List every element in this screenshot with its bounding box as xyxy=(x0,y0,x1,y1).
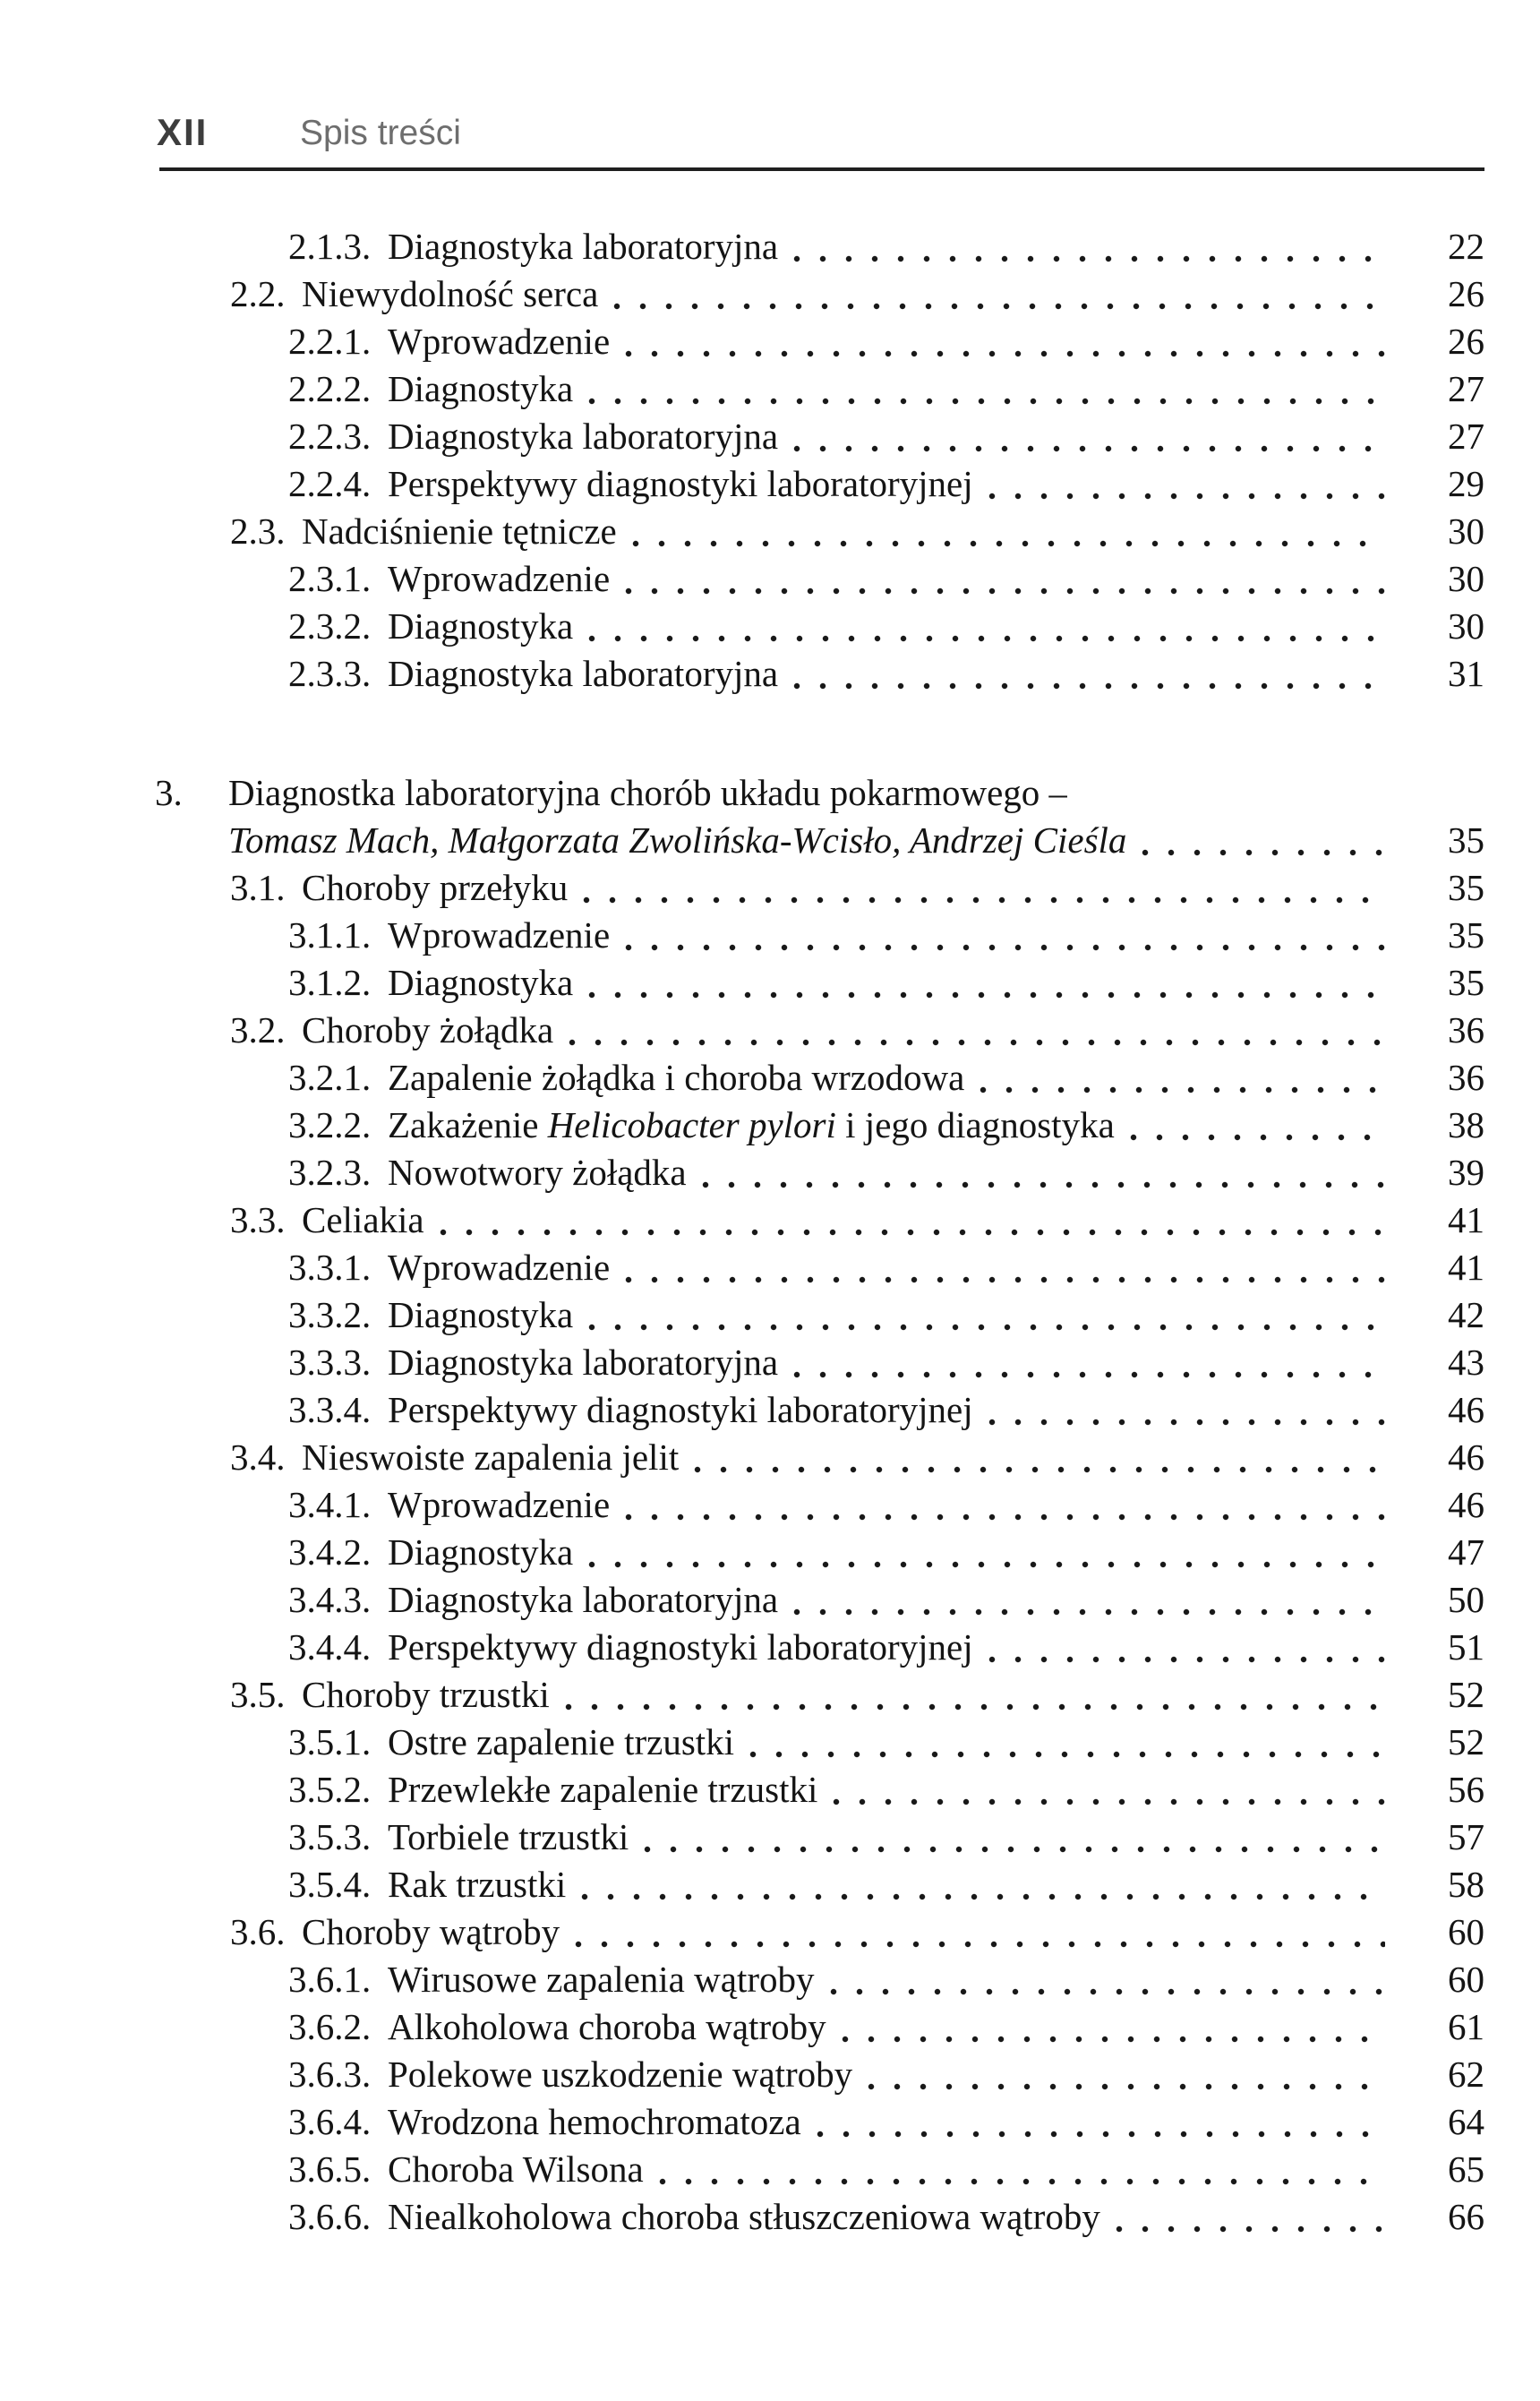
page-number: 66 xyxy=(1448,2196,1484,2237)
toc-entry xyxy=(0,817,1540,864)
dot-leader xyxy=(988,1418,1385,1427)
entry-title-run: Diagnostyka laboratoryjna xyxy=(388,226,779,267)
toc-entry xyxy=(0,2098,1540,2146)
toc-entry xyxy=(0,1956,1540,2003)
entry-number: 3.2.2. xyxy=(288,1104,372,1145)
toc-entry xyxy=(0,318,1540,365)
entry-title xyxy=(388,555,610,603)
spacer xyxy=(1082,801,1385,810)
entry-title-run: Wirusowe zapalenia wątroby xyxy=(388,1959,815,2000)
entry-title xyxy=(388,603,573,650)
page-number: 26 xyxy=(1448,321,1484,362)
entry-title xyxy=(302,508,617,555)
dot-leader xyxy=(587,1323,1385,1332)
dot-leader xyxy=(624,349,1385,358)
page-number: 57 xyxy=(1448,1816,1484,1857)
entry-title xyxy=(388,1814,629,1861)
dot-leader xyxy=(792,254,1385,263)
toc-entry xyxy=(0,1434,1540,1481)
entry-title xyxy=(302,864,568,912)
entry-number: 3.4.2. xyxy=(288,1531,372,1573)
entry-number: 3.3.3. xyxy=(288,1342,372,1383)
toc-entry xyxy=(0,1671,1540,1719)
entry-title-run: Nieswoiste zapalenia jelit xyxy=(302,1436,680,1478)
entry-title-italic-run: Tomasz Mach, Małgorzata Zwolińska-Wcisło, Andrzej Cieśla xyxy=(228,819,1127,861)
entry-title xyxy=(388,1339,778,1386)
dot-leader xyxy=(816,2130,1385,2139)
entry-title-run: Wprowadzenie xyxy=(388,321,611,362)
toc-entry xyxy=(0,1624,1540,1671)
toc-entry xyxy=(0,864,1540,912)
dot-leader xyxy=(792,1608,1385,1616)
entry-number: 3.4.3. xyxy=(288,1579,372,1620)
entry-title xyxy=(388,223,778,270)
dot-leader xyxy=(580,1892,1385,1901)
dot-leader xyxy=(832,1797,1385,1806)
entry-title xyxy=(388,2146,644,2193)
entry-title-run: Wprowadzenie xyxy=(388,914,611,956)
entry-title xyxy=(388,1149,687,1196)
dot-leader xyxy=(792,444,1385,453)
entry-title xyxy=(388,1766,817,1814)
dot-leader xyxy=(564,1702,1385,1711)
toc-entry xyxy=(0,1339,1540,1386)
entry-title-run: Diagnostyka xyxy=(388,962,574,1003)
page-number: 61 xyxy=(1448,2006,1484,2047)
page-number: 41 xyxy=(1448,1199,1484,1240)
toc-entry xyxy=(0,603,1540,650)
toc-entry xyxy=(0,650,1540,698)
entry-title-run: Wprowadzenie xyxy=(388,1484,611,1525)
entry-title-run: Diagnostyka xyxy=(388,368,574,409)
entry-title-run: Diagnostyka laboratoryjna xyxy=(388,1342,779,1383)
page-number: 30 xyxy=(1448,558,1484,599)
toc-entry xyxy=(0,270,1540,318)
page-number: 27 xyxy=(1448,368,1484,409)
entry-title xyxy=(228,769,1067,817)
entry-title-run: Polekowe uszkodzenie wątroby xyxy=(388,2054,853,2095)
page-number: 35 xyxy=(1448,819,1484,861)
toc-entry xyxy=(0,1102,1540,1149)
entry-title-run: Niewydolność serca xyxy=(302,273,599,314)
entry-title xyxy=(388,413,778,460)
page-number: 27 xyxy=(1448,416,1484,457)
entry-title xyxy=(388,1956,815,2003)
entry-number: 3.3.4. xyxy=(288,1389,372,1430)
page-number: 58 xyxy=(1448,1864,1484,1905)
entry-title xyxy=(302,1196,424,1244)
entry-title xyxy=(388,1624,973,1671)
entry-title xyxy=(388,1244,610,1291)
dot-leader xyxy=(568,1038,1385,1047)
entry-title xyxy=(388,1291,573,1339)
toc-entry xyxy=(0,1196,1540,1244)
entry-title xyxy=(388,1529,573,1576)
dot-leader xyxy=(988,1655,1385,1664)
page-number: 62 xyxy=(1448,2054,1484,2095)
entry-title-run: i jego diagnostyka xyxy=(835,1104,1115,1145)
page-number: 30 xyxy=(1448,510,1484,552)
entry-number: 2.3. xyxy=(230,510,286,552)
dot-leader xyxy=(624,943,1385,952)
page-number: 50 xyxy=(1448,1579,1484,1620)
toc-entry xyxy=(0,2193,1540,2241)
dot-leader xyxy=(693,1465,1385,1474)
header-rule xyxy=(159,167,1484,171)
entry-title xyxy=(388,318,610,365)
entry-number: 3.6.2. xyxy=(288,2006,372,2047)
entry-title-run: Celiakia xyxy=(302,1199,424,1240)
dot-leader xyxy=(792,682,1385,690)
toc-entry xyxy=(0,912,1540,959)
entry-title xyxy=(388,2098,801,2146)
dot-leader xyxy=(701,1180,1385,1189)
page-number: 60 xyxy=(1448,1959,1484,2000)
entry-title-run: Perspektywy diagnostyki laboratoryjnej xyxy=(388,463,973,504)
toc-entry xyxy=(0,1908,1540,1956)
entry-number: 3.5.4. xyxy=(288,1864,372,1905)
page-number: 35 xyxy=(1448,867,1484,908)
page-number: 42 xyxy=(1448,1294,1484,1335)
toc-entry xyxy=(0,1766,1540,1814)
entry-title-italic-run: Helicobacter pylori xyxy=(547,1104,836,1145)
entry-number: 2.2.4. xyxy=(288,463,372,504)
page-number: 64 xyxy=(1448,2101,1484,2142)
dot-leader xyxy=(1141,848,1385,857)
toc-entry xyxy=(0,1529,1540,1576)
entry-number: 3.3. xyxy=(230,1199,286,1240)
dot-leader xyxy=(658,2177,1385,2186)
entry-number: 3.6.6. xyxy=(288,2196,372,2237)
page-number: 51 xyxy=(1448,1626,1484,1668)
entry-title-run: Zakażenie xyxy=(388,1104,548,1145)
entry-number: 3.5. xyxy=(230,1674,286,1715)
entry-title-run: Diagnostyka laboratoryjna xyxy=(388,416,779,457)
entry-title xyxy=(388,650,778,698)
entry-title-run: Nadciśnienie tętnicze xyxy=(302,510,617,552)
entry-number: 3.6.1. xyxy=(288,1959,372,2000)
entry-title xyxy=(228,817,1126,864)
entry-title xyxy=(388,1386,973,1434)
entry-title-run: Wprowadzenie xyxy=(388,1247,611,1288)
dot-leader xyxy=(631,539,1385,548)
toc-entry xyxy=(0,769,1540,817)
dot-leader xyxy=(979,1085,1385,1094)
entry-title-run: Alkoholowa choroba wątroby xyxy=(388,2006,826,2047)
entry-title-run: Choroby przełyku xyxy=(302,867,569,908)
page-number: 41 xyxy=(1448,1247,1484,1288)
entry-title-run: Diagnostyka laboratoryjna xyxy=(388,653,779,694)
page-number: 30 xyxy=(1448,605,1484,647)
toc-entry xyxy=(0,508,1540,555)
toc-entry xyxy=(0,1386,1540,1434)
entry-number: 3.2.3. xyxy=(288,1152,372,1193)
entry-number: 3.5.1. xyxy=(288,1721,372,1762)
entry-title-run: Nowotwory żołądka xyxy=(388,1152,687,1193)
page-number: 56 xyxy=(1448,1769,1484,1810)
toc-entry xyxy=(0,1481,1540,1529)
entry-title-run: Diagnostka laboratoryjna chorób układu pokarmowego – xyxy=(228,772,1068,813)
toc-entry xyxy=(0,1291,1540,1339)
entry-title-run: Wprowadzenie xyxy=(388,558,611,599)
page-number: 35 xyxy=(1448,962,1484,1003)
page-number: 52 xyxy=(1448,1721,1484,1762)
entry-number: 2.2. xyxy=(230,273,286,314)
dot-leader xyxy=(829,1987,1386,1996)
entry-title-run: Diagnostyka laboratoryjna xyxy=(388,1579,779,1620)
entry-title-run: Choroby trzustki xyxy=(302,1674,550,1715)
entry-title xyxy=(388,2193,1100,2241)
entry-title-run: Przewlekłe zapalenie trzustki xyxy=(388,1769,818,1810)
entry-number: 3. xyxy=(155,772,183,813)
page-number: 46 xyxy=(1448,1389,1484,1430)
toc-entry xyxy=(0,555,1540,603)
entry-number: 3.5.2. xyxy=(288,1769,372,1810)
entry-title-run: Diagnostyka xyxy=(388,1531,574,1573)
toc-entry xyxy=(0,1054,1540,1102)
page-folio: XII xyxy=(157,111,209,153)
entry-number: 3.6.4. xyxy=(288,2101,372,2142)
entry-title xyxy=(302,1007,553,1054)
entry-title-run: Torbiele trzustki xyxy=(388,1816,629,1857)
page-number: 26 xyxy=(1448,273,1484,314)
dot-leader xyxy=(792,1370,1385,1379)
entry-number: 2.3.1. xyxy=(288,558,372,599)
page-number: 39 xyxy=(1448,1152,1484,1193)
page-number: 46 xyxy=(1448,1436,1484,1478)
page-number: 47 xyxy=(1448,1531,1484,1573)
page-number: 46 xyxy=(1448,1484,1484,1525)
page-number: 52 xyxy=(1448,1674,1484,1715)
entry-number: 3.2.1. xyxy=(288,1057,372,1098)
entry-number: 2.3.3. xyxy=(288,653,372,694)
dot-leader xyxy=(867,2082,1385,2091)
toc-entry xyxy=(0,1576,1540,1624)
entry-title-run: Diagnostyka xyxy=(388,605,574,647)
entry-number: 3.5.3. xyxy=(288,1816,372,1857)
dot-leader xyxy=(624,1275,1385,1284)
dot-leader xyxy=(587,1560,1385,1569)
entry-number: 3.3.2. xyxy=(288,1294,372,1335)
dot-leader xyxy=(1115,2225,1385,2234)
dot-leader xyxy=(587,634,1385,643)
entry-title-run: Diagnostyka xyxy=(388,1294,574,1335)
toc-entry xyxy=(0,1244,1540,1291)
dot-leader xyxy=(587,397,1385,406)
toc-entry xyxy=(0,1007,1540,1054)
dot-leader xyxy=(582,896,1385,905)
dot-leader xyxy=(439,1228,1385,1237)
dot-leader xyxy=(841,2035,1385,2044)
toc-entry xyxy=(0,413,1540,460)
entry-number: 3.1.2. xyxy=(288,962,372,1003)
entry-number: 3.4. xyxy=(230,1436,286,1478)
entry-number: 2.2.3. xyxy=(288,416,372,457)
dot-leader xyxy=(749,1750,1385,1759)
entry-number: 3.1. xyxy=(230,867,286,908)
toc-entry xyxy=(0,1814,1540,1861)
dot-leader xyxy=(643,1845,1385,1854)
dot-leader xyxy=(587,990,1385,999)
page-number: 31 xyxy=(1448,653,1484,694)
entry-title-run: Choroby wątroby xyxy=(302,1911,560,1952)
entry-number: 3.6.3. xyxy=(288,2054,372,2095)
entry-title-run: Choroby żołądka xyxy=(302,1009,554,1050)
entry-number: 3.1.1. xyxy=(288,914,372,956)
toc-entry xyxy=(0,365,1540,413)
running-header: Spis treści xyxy=(300,114,461,152)
toc-entry xyxy=(0,1149,1540,1196)
entry-title xyxy=(388,1054,964,1102)
entry-title xyxy=(388,365,573,413)
entry-title xyxy=(388,1481,610,1529)
toc-entry xyxy=(0,223,1540,270)
entry-title xyxy=(302,1908,560,1956)
page-number: 36 xyxy=(1448,1057,1484,1098)
toc-entry xyxy=(0,2146,1540,2193)
entry-title-run: Perspektywy diagnostyki laboratoryjnej xyxy=(388,1389,973,1430)
entry-title xyxy=(302,1671,550,1719)
dot-leader xyxy=(624,587,1385,596)
page-number: 29 xyxy=(1448,463,1484,504)
entry-title xyxy=(388,1102,1115,1149)
entry-title xyxy=(388,460,973,508)
dot-leader xyxy=(1129,1133,1385,1142)
entry-title xyxy=(388,2003,826,2051)
entry-title xyxy=(302,1434,679,1481)
toc-entry xyxy=(0,2003,1540,2051)
dot-leader xyxy=(988,492,1385,501)
entry-number: 3.4.1. xyxy=(288,1484,372,1525)
dot-leader xyxy=(624,1513,1385,1522)
page-number: 35 xyxy=(1448,914,1484,956)
entry-title-run: Rak trzustki xyxy=(388,1864,567,1905)
page-number: 65 xyxy=(1448,2148,1484,2190)
page-number: 36 xyxy=(1448,1009,1484,1050)
page-number: 60 xyxy=(1448,1911,1484,1952)
entry-title xyxy=(388,959,573,1007)
page-number: 38 xyxy=(1448,1104,1484,1145)
entry-number: 3.2. xyxy=(230,1009,286,1050)
entry-number: 3.3.1. xyxy=(288,1247,372,1288)
page-number: 43 xyxy=(1448,1342,1484,1383)
toc-entry xyxy=(0,1719,1540,1766)
entry-title xyxy=(388,2051,852,2098)
toc-entry xyxy=(0,460,1540,508)
toc-entry xyxy=(0,959,1540,1007)
entry-number: 2.3.2. xyxy=(288,605,372,647)
dot-leader xyxy=(612,302,1385,311)
entry-number: 2.2.1. xyxy=(288,321,372,362)
toc-entry xyxy=(0,1861,1540,1908)
entry-title xyxy=(302,270,598,318)
entry-number: 2.2.2. xyxy=(288,368,372,409)
entry-title xyxy=(388,1861,566,1908)
entry-title-run: Wrodzona hemochromatoza xyxy=(388,2101,801,2142)
toc-entry xyxy=(0,2051,1540,2098)
entry-title-run: Niealkoholowa choroba stłuszczeniowa wątroby xyxy=(388,2196,1100,2237)
toc-list xyxy=(0,223,1540,2241)
page-number: 22 xyxy=(1448,226,1484,267)
entry-number: 3.6. xyxy=(230,1911,286,1952)
dot-leader xyxy=(574,1940,1385,1949)
entry-title xyxy=(388,1719,734,1766)
entry-title-run: Ostre zapalenie trzustki xyxy=(388,1721,735,1762)
entry-number: 3.6.5. xyxy=(288,2148,372,2190)
entry-number: 2.1.3. xyxy=(288,226,372,267)
entry-title xyxy=(388,1576,778,1624)
entry-number: 3.4.4. xyxy=(288,1626,372,1668)
entry-title-run: Choroba Wilsona xyxy=(388,2148,644,2190)
entry-title-run: Perspektywy diagnostyki laboratoryjnej xyxy=(388,1626,973,1668)
entry-title xyxy=(388,912,610,959)
entry-title-run: Zapalenie żołądka i choroba wrzodowa xyxy=(388,1057,965,1098)
